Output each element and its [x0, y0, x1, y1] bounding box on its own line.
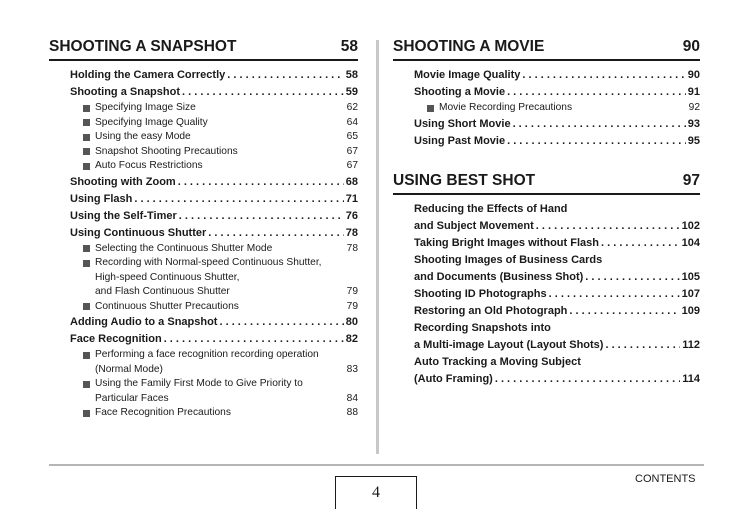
toc-subentry-line: (Normal Mode): [95, 363, 163, 375]
toc-subentry-text: [95, 159, 336, 174]
toc-entry-label: Using the Self-Timer: [70, 209, 177, 222]
toc-entry-label: Using Past Movie: [414, 134, 506, 147]
toc-entry[interactable]: [70, 191, 358, 208]
square-bullet-icon: [83, 245, 90, 252]
toc-subentry-line: Using the easy Mode: [95, 131, 191, 142]
toc-subentry-page: 67: [346, 145, 358, 157]
toc-entry[interactable]: [414, 133, 700, 150]
toc-entry-page: 107: [681, 287, 700, 300]
section-title: USING BEST SHOT: [393, 171, 536, 189]
toc-subentry-page: 62: [346, 102, 358, 113]
toc-subentry-text: [95, 145, 336, 160]
section-header-best-shot[interactable]: [393, 172, 700, 195]
square-bullet-icon: [427, 105, 434, 112]
toc-entry[interactable]: [414, 354, 700, 388]
toc-entry-page: 104: [681, 236, 700, 249]
toc-subentry-line: Using the Family First Mode to Give Priority to: [95, 378, 303, 389]
dot-leader: [569, 303, 679, 320]
toc-subentry-text: [95, 406, 336, 421]
footer-rule: [49, 464, 704, 466]
toc-column-left: [49, 38, 358, 421]
dot-leader: [179, 208, 344, 225]
toc-entry-label: Using Short Movie: [414, 117, 511, 130]
toc-subentry-text: [95, 116, 336, 131]
toc-entry-page: 58: [345, 69, 358, 81]
dot-leader: [522, 67, 685, 84]
square-bullet-icon: [83, 303, 90, 310]
toc-entry[interactable]: [414, 286, 700, 303]
toc-subentry-text: [95, 300, 336, 315]
toc-entry-page: 102: [681, 219, 700, 232]
toc-entry-page: 91: [687, 86, 700, 98]
toc-entry-page: 109: [681, 304, 700, 317]
dot-leader: [585, 269, 679, 286]
square-bullet-icon: [83, 134, 90, 141]
dot-leader: [601, 235, 680, 252]
toc-entry[interactable]: [70, 84, 358, 101]
toc-subentry-page: 92: [688, 102, 700, 113]
toc-entry-page: 71: [345, 192, 358, 205]
toc-entry-label: Holding the Camera Correctly: [70, 69, 226, 81]
toc-subentry-text: [439, 101, 678, 116]
dot-leader: [507, 84, 686, 101]
toc-entry-label-first: Auto Tracking a Moving Subject: [414, 355, 581, 368]
toc-entry-page: 80: [345, 316, 358, 328]
toc-subentry[interactable]: [70, 256, 358, 300]
toc-entry-label: Restoring an Old Photograph: [414, 304, 568, 317]
toc-entry-page: 68: [345, 175, 358, 188]
toc-subentry-text: [95, 242, 336, 257]
toc-entry[interactable]: [70, 331, 358, 348]
toc-entry-label: Shooting with Zoom: [70, 175, 176, 188]
toc-entry-page: 112: [682, 338, 700, 351]
toc-subentry-page: 79: [346, 286, 358, 297]
toc-entry-page: 114: [682, 372, 700, 385]
toc-entry-page: 59: [345, 86, 358, 98]
toc-entry-line: [414, 337, 700, 354]
toc-subentry[interactable]: [70, 130, 358, 145]
toc-subentry-page: 78: [346, 242, 358, 254]
toc-subentry-text: [95, 256, 336, 300]
toc-entry-label: Taking Bright Images without Flash: [414, 236, 599, 249]
dot-leader: [507, 133, 686, 150]
toc-subentry-line: and Flash Continuous Shutter: [95, 286, 230, 297]
toc-subentry-page: 88: [346, 407, 358, 418]
toc-entry-line: [414, 218, 700, 235]
toc-entry-label-first: Shooting Images of Business Cards: [414, 253, 603, 266]
toc-subentry[interactable]: [70, 159, 358, 174]
toc-subentry-text: [95, 101, 336, 116]
toc-entry[interactable]: [414, 235, 700, 252]
toc-entry[interactable]: [414, 320, 700, 354]
page-number-text: 4: [372, 484, 380, 501]
section-title: SHOOTING A SNAPSHOT: [49, 38, 237, 55]
toc-subentry[interactable]: [70, 300, 358, 315]
square-bullet-icon: [83, 148, 90, 155]
toc-subentry-text: [95, 130, 336, 145]
section-page: 58: [340, 38, 358, 55]
dot-leader: [182, 84, 344, 101]
toc-entries: [393, 195, 700, 388]
dot-leader: [513, 116, 686, 133]
toc-subentry[interactable]: [70, 406, 358, 421]
toc-entry[interactable]: [70, 174, 358, 191]
section-header-shooting-movie[interactable]: [393, 38, 700, 61]
toc-entry[interactable]: [414, 84, 700, 101]
toc-entry-page: 93: [687, 117, 700, 130]
dot-leader: [549, 286, 680, 303]
toc-entry-label-first: Recording Snapshots into: [414, 321, 551, 334]
section-page: 97: [682, 171, 700, 189]
toc-subentry-line: Selecting the Continuous Shutter Mode: [95, 242, 273, 254]
dot-leader: [227, 67, 343, 84]
section-header-shooting-snapshot[interactable]: [49, 38, 358, 61]
dot-leader: [164, 331, 344, 348]
dot-leader: [178, 174, 344, 191]
toc-subentry-line: Continuous Shutter Precautions: [95, 300, 239, 312]
toc-subentry-page: 67: [346, 160, 358, 171]
square-bullet-icon: [83, 260, 90, 267]
toc-subentry-line: High-speed Continuous Shutter,: [95, 271, 240, 283]
toc-entry-page: 105: [681, 270, 700, 283]
toc-entry-page: 82: [345, 333, 358, 345]
toc-entry-label: a Multi-image Layout (Layout Shots): [414, 338, 604, 351]
toc-entry-label: Shooting a Movie: [414, 86, 506, 98]
square-bullet-icon: [83, 381, 90, 388]
dot-leader: [536, 218, 680, 235]
toc-subentry[interactable]: [70, 145, 358, 160]
square-bullet-icon: [83, 163, 90, 170]
square-bullet-icon: [83, 410, 90, 417]
dot-leader: [495, 371, 680, 388]
toc-entry[interactable]: [70, 314, 358, 331]
toc-entry-label: Using Flash: [70, 192, 133, 205]
toc-entry-page: 90: [687, 69, 700, 81]
toc-subentry-line: Snapshot Shooting Precautions: [95, 145, 238, 157]
toc-subentry[interactable]: [70, 116, 358, 131]
toc-entry-page: 78: [345, 226, 358, 239]
toc-entry-label: and Subject Movement: [414, 219, 534, 232]
toc-subentry[interactable]: [70, 242, 358, 257]
dot-leader: [219, 314, 343, 331]
toc-entry[interactable]: [414, 201, 700, 235]
toc-entry[interactable]: [70, 67, 358, 84]
toc-subentry-page: 65: [346, 131, 358, 142]
toc-entry-page: 76: [345, 209, 358, 222]
toc-entry-label: and Documents (Business Shot): [414, 270, 584, 283]
dot-leader: [605, 337, 680, 354]
toc-subentry-page: 79: [346, 300, 358, 312]
toc-entry-line: [414, 371, 700, 388]
section-page: 90: [682, 38, 700, 55]
toc-entry-label: Face Recognition: [70, 333, 162, 345]
toc-entry-label: Adding Audio to a Snapshot: [70, 316, 218, 328]
toc-subentry-line: Specifying Image Size: [95, 102, 196, 113]
toc-entry[interactable]: [414, 116, 700, 133]
toc-entry-label: Movie Image Quality: [414, 69, 521, 81]
toc-subentry-page: 64: [346, 116, 358, 128]
toc-entry[interactable]: [70, 225, 358, 242]
toc-column-right: [393, 38, 700, 388]
toc-entry-label-first: Reducing the Effects of Hand: [414, 202, 568, 215]
toc-entry[interactable]: [414, 303, 700, 320]
column-divider: [376, 40, 379, 454]
toc-entries: [49, 61, 358, 421]
toc-subentry-page: 83: [346, 363, 358, 375]
contents-link[interactable]: CONTENTS: [635, 473, 696, 485]
toc-subentry-line: Particular Faces: [95, 392, 169, 404]
toc-subentry-line: Face Recognition Precautions: [95, 407, 231, 418]
page-number: [335, 476, 417, 509]
toc-entries: [393, 61, 700, 150]
dot-leader: [134, 191, 343, 208]
toc-subentry-line: Movie Recording Precautions: [439, 102, 573, 113]
toc-entry-label: Shooting a Snapshot: [70, 86, 180, 98]
toc-subentry[interactable]: [70, 348, 358, 377]
toc-entry-label: (Auto Framing): [414, 372, 493, 385]
toc-subentry[interactable]: [70, 377, 358, 406]
toc-subentry-line: Auto Focus Restrictions: [95, 160, 203, 171]
toc-entry-label: Using Continuous Shutter: [70, 226, 207, 239]
toc-subentry-line: Specifying Image Quality: [95, 116, 208, 128]
toc-entry[interactable]: [414, 252, 700, 286]
toc-subentry-line: Performing a face recognition recording operation: [95, 349, 319, 360]
toc-subentry[interactable]: [414, 101, 700, 116]
toc-subentry[interactable]: [70, 101, 358, 116]
square-bullet-icon: [83, 119, 90, 126]
toc-subentry-text: [95, 377, 336, 406]
square-bullet-icon: [83, 105, 90, 112]
toc-entry[interactable]: [70, 208, 358, 225]
toc-subentry-page: 84: [346, 392, 358, 404]
dot-leader: [208, 225, 343, 242]
section-title: SHOOTING A MOVIE: [393, 38, 545, 55]
toc-entry-page: 95: [687, 134, 700, 147]
toc-entry-label: Shooting ID Photographs: [414, 287, 547, 300]
toc-entry-line: [414, 269, 700, 286]
square-bullet-icon: [83, 352, 90, 359]
toc-subentry-line: Recording with Normal-speed Continuous Shutter,: [95, 257, 322, 268]
toc-subentry-text: [95, 348, 336, 377]
toc-entry[interactable]: [414, 67, 700, 84]
